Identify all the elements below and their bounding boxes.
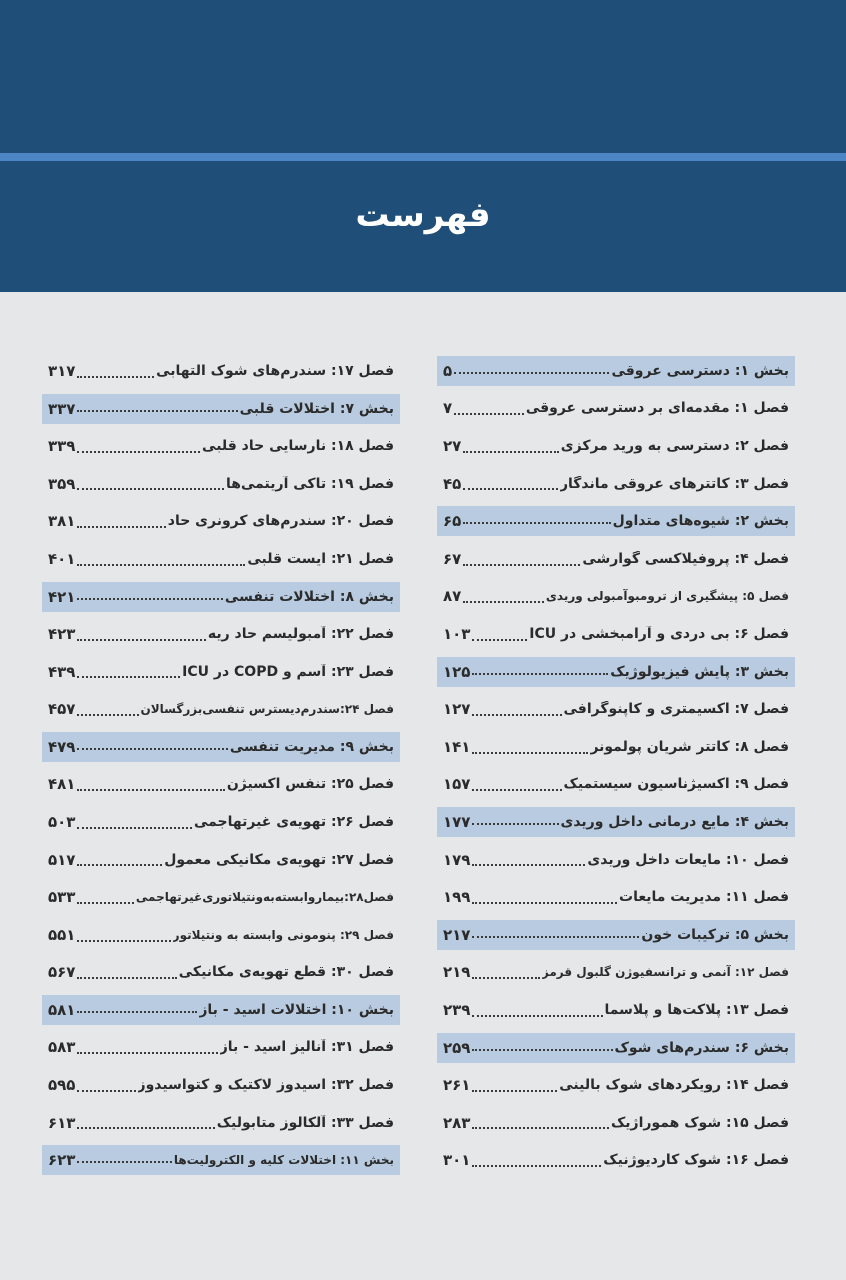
leader-dots [77,598,222,600]
page-number: ۱۰۳ [443,624,471,643]
page-number: ۴۲۳ [48,624,76,643]
leader-dots [472,1090,557,1092]
leader-dots [463,451,558,453]
leader-dots [463,488,558,490]
toc-chapter-row [42,766,400,804]
leader-dots [472,789,561,791]
toc-chapter-row [437,690,795,728]
page-number: ۵۸۳ [48,1038,76,1057]
toc-chapter-row [437,578,795,616]
toc-chapter-row [42,878,400,916]
toc-chapter-row [42,427,400,465]
chapter-title: فصل ۲۱: ایست قلبی [247,550,394,567]
page-number: ۴۰۱ [48,549,76,568]
leader-dots [77,940,170,942]
page-number: ۵۶۷ [48,963,76,982]
toc-chapter-row [437,954,795,992]
page-number: ۳۰۱ [443,1151,471,1170]
toc-chapter-row [42,1029,400,1067]
toc-chapter-row [42,465,400,503]
page-number: ۶۷ [443,549,462,568]
chapter-title: فصل ۲۰: سندرم‌های کرونری حاد [167,513,394,530]
chapter-title: فصل ۷: اکسیمتری و کاپنوگرافی [563,701,789,718]
leader-dots [77,451,200,453]
toc-chapter-row [437,427,795,465]
page-number: ۱۴۱ [443,737,471,756]
toc-chapter-row [437,766,795,804]
toc-chapter-row [42,690,400,728]
chapter-title: فصل ۳۱: آنالیز اسید - باز [219,1039,394,1056]
leader-dots [77,1127,214,1129]
leader-dots [77,1052,217,1054]
leader-dots [77,639,205,641]
page-number: ۴۵۷ [48,700,76,719]
part-title: بخش ۴: مایع درمانی داخل وریدی [560,814,789,831]
page-number: ۵۰۳ [48,812,76,831]
toc-chapter-row [437,465,795,503]
page-number: ۲۳۹ [443,1000,471,1019]
page-number: ۴۳۹ [48,662,76,681]
page-number: ۲۶۱ [443,1076,471,1095]
leader-dots [454,413,524,415]
toc-chapter-row [42,916,400,954]
toc-part-row [437,1033,795,1063]
leader-dots [472,639,527,641]
chapter-title: فصل ۶: بی دردی و آرامبخشی در ICU [529,625,789,642]
page-number: ۴۸۱ [48,775,76,794]
chapter-title: فصل ۵: پیشگیری از ترومبوآمبولی وریدی [545,589,789,604]
toc-chapter-row [437,991,795,1029]
chapter-title: فصل ۱۹: تاکی آریتمی‌ها [226,475,394,492]
toc-chapter-row [437,540,795,578]
toc-part-row [42,1145,400,1175]
chapter-title: فصل ۱۲: آنمی و ترانسفیوژن گلبول قرمز [541,965,789,980]
chapter-title: فصل ۱۶: شوک کاردیوژنیک [603,1152,789,1169]
page-number: ۴۷۹ [48,737,76,756]
page-number: ۱۲۷ [443,700,471,719]
page-title: فهرست [355,195,491,235]
page-number: ۳۳۹ [48,436,76,455]
leader-dots [77,676,180,678]
toc-chapter-row [42,1104,400,1142]
chapter-title: فصل ۳: کاتترهای عروقی ماندگار [559,475,789,492]
toc-chapter-row [42,841,400,879]
page-number: ۲۱۷ [443,925,471,944]
chapter-title: فصل ۱۸: نارسایی حاد قلبی [202,437,394,454]
page-number: ۲۷ [443,436,462,455]
toc-part-row [437,356,795,386]
page-number: ۱۲۵ [443,662,471,681]
page-number: ۸۷ [443,587,462,606]
leader-dots [472,902,617,904]
toc-part-row [42,582,400,612]
page-number: ۱۵۷ [443,775,471,794]
toc-chapter-row [42,502,400,540]
toc-part-row [437,920,795,950]
leader-dots [77,748,227,750]
page-number: ۲۵۹ [443,1038,471,1057]
leader-dots [472,1049,612,1051]
leader-dots [77,1161,171,1163]
chapter-title: فصل ۱۳: پلاکت‌ها و پلاسما [604,1001,789,1018]
leader-dots [77,564,245,566]
leader-dots [463,564,580,566]
page-number: ۲۸۳ [443,1113,471,1132]
leader-dots [463,601,544,603]
toc-chapter-row [437,1141,795,1179]
chapter-title: فصل ۳۳: آلکالوز متابولیک [216,1114,394,1131]
leader-dots [77,864,162,866]
header-band [0,0,846,292]
toc-chapter-row [42,803,400,841]
toc-part-row [42,995,400,1025]
part-title: بخش ۲: شیوه‌های متداول [612,513,789,530]
chapter-title: فصل ۱۱: مدیریت مایعات [619,889,789,906]
leader-dots [77,488,224,490]
page-number: ۵۳۳ [48,888,76,907]
toc-chapter-row [42,653,400,691]
chapter-title: فصل ۲۴:سندرم‌دیسترس تنفسی‌بزرگسالان [140,702,394,717]
toc-part-row [42,732,400,762]
toc-right-column [437,352,795,1179]
part-title: بخش ۶: سندرم‌های شوک [614,1039,789,1056]
leader-dots [472,936,639,938]
toc-left-column [42,352,400,1179]
toc-chapter-row [437,1066,795,1104]
leader-dots [472,673,608,675]
leader-dots [472,1127,608,1129]
page-number: ۵۸۱ [48,1001,76,1020]
leader-dots [472,714,561,716]
part-title: بخش ۳: پایش فیزیولوژیک [610,663,789,680]
leader-dots [77,789,224,791]
leader-dots [454,372,609,374]
leader-dots [77,902,133,904]
chapter-title: فصل ۳۲: اسیدوز لاکتیک و کتواسیدوز [137,1077,394,1094]
toc-chapter-row [42,352,400,390]
part-title: بخش ۹: مدیریت تنفسی [229,738,394,755]
toc-chapter-row [437,841,795,879]
chapter-title: فصل ۲: دسترسی به ورید مرکزی [560,437,789,454]
chapter-title: فصل ۲۹: پنومونی وابسته به ونتیلاتور [172,927,394,942]
toc-chapter-row [42,954,400,992]
leader-dots [77,376,154,378]
page-number: ۳۱۷ [48,361,76,380]
chapter-title: فصل ۴: پروفیلاکسی گوارشی [582,550,789,567]
page-number: ۷ [443,399,453,418]
toc-chapter-row [437,615,795,653]
leader-dots [472,823,558,825]
chapter-title: فصل ۲۵: تنفس اکسیژن [226,776,394,793]
chapter-title: فصل ۱۰: مایعات داخل وریدی [587,851,789,868]
page-number: ۱۷۷ [443,813,471,832]
chapter-title: فصل ۱: مقدمه‌ای بر دسترسی عروقی [525,400,789,417]
toc-chapter-row [42,540,400,578]
page-number: ۵۹۵ [48,1076,76,1095]
page-number: ۶۵ [443,512,462,531]
page-number: ۵ [443,362,453,380]
page-number: ۱۹۹ [443,888,471,907]
leader-dots [472,1015,602,1017]
part-title: بخش ۷: اختلالات قلبی [239,400,394,417]
chapter-title: فصل ۲۶: تهویه‌ی غیرتهاجمی [193,813,394,830]
leader-dots [463,522,610,524]
chapter-title: فصل ۲۳: آسم و COPD در ICU [182,663,394,680]
part-title: بخش ۸: اختلالات تنفسی [224,588,394,605]
chapter-title: فصل۲۸:بیماروابسته‌به‌ونتیلاتوری‌غیرتهاجمی [135,890,394,905]
page-number: ۵۵۱ [48,925,76,944]
header-stripe [0,153,846,161]
part-title: بخش ۱۰: اختلالات اسید - باز [199,1002,394,1019]
part-title: بخش ۱۱: اختلالات کلیه و الکترولیت‌ها [173,1153,394,1168]
toc-chapter-row [437,728,795,766]
toc-chapter-row [437,878,795,916]
part-title: بخش ۱: دسترسی عروقی [611,363,789,379]
leader-dots [472,864,585,866]
leader-dots [77,714,138,716]
part-title: بخش ۵: ترکیبات خون [641,926,789,943]
page-number: ۴۵ [443,474,462,493]
leader-dots [77,526,165,528]
leader-dots [77,827,192,829]
chapter-title: فصل ۱۵: شوک هموراژیک [610,1114,789,1131]
page-number: ۳۳۷ [48,399,76,418]
leader-dots [77,1011,197,1013]
page-number: ۱۷۹ [443,850,471,869]
page-number: ۶۱۳ [48,1113,76,1132]
toc-part-row [437,657,795,687]
leader-dots [77,410,237,412]
leader-dots [77,1090,135,1092]
toc-chapter-row [437,1104,795,1142]
chapter-title: فصل ۲۲: آمبولیسم حاد ریه [207,625,394,642]
toc-part-row [42,394,400,424]
page-number: ۲۱۹ [443,963,471,982]
chapter-title: فصل ۹: اکسیژناسیون سیستمیک [563,776,789,793]
chapter-title: فصل ۲۷: تهویه‌ی مکانیکی معمول [164,851,394,868]
chapter-title: فصل ۳۰: قطع تهویه‌ی مکانیکی [178,964,394,981]
leader-dots [472,977,539,979]
leader-dots [77,977,176,979]
toc-chapter-row [437,390,795,428]
page-number: ۵۱۷ [48,850,76,869]
page-number: ۳۵۹ [48,474,76,493]
leader-dots [472,1165,601,1167]
page-number: ۴۲۱ [48,587,76,606]
page-number: ۳۸۱ [48,512,76,531]
toc-chapter-row [42,1066,400,1104]
chapter-title: فصل ۱۴: رویکردهای شوک بالینی [559,1077,789,1094]
toc-chapter-row [42,615,400,653]
leader-dots [472,752,588,754]
chapter-title: فصل ۱۷: سندرم‌های شوک التهابی [156,362,394,379]
page-number: ۶۲۳ [48,1151,76,1170]
toc-part-row [437,506,795,536]
toc-part-row [437,807,795,837]
chapter-title: فصل ۸: کاتتر شریان پولمونر [590,738,789,755]
